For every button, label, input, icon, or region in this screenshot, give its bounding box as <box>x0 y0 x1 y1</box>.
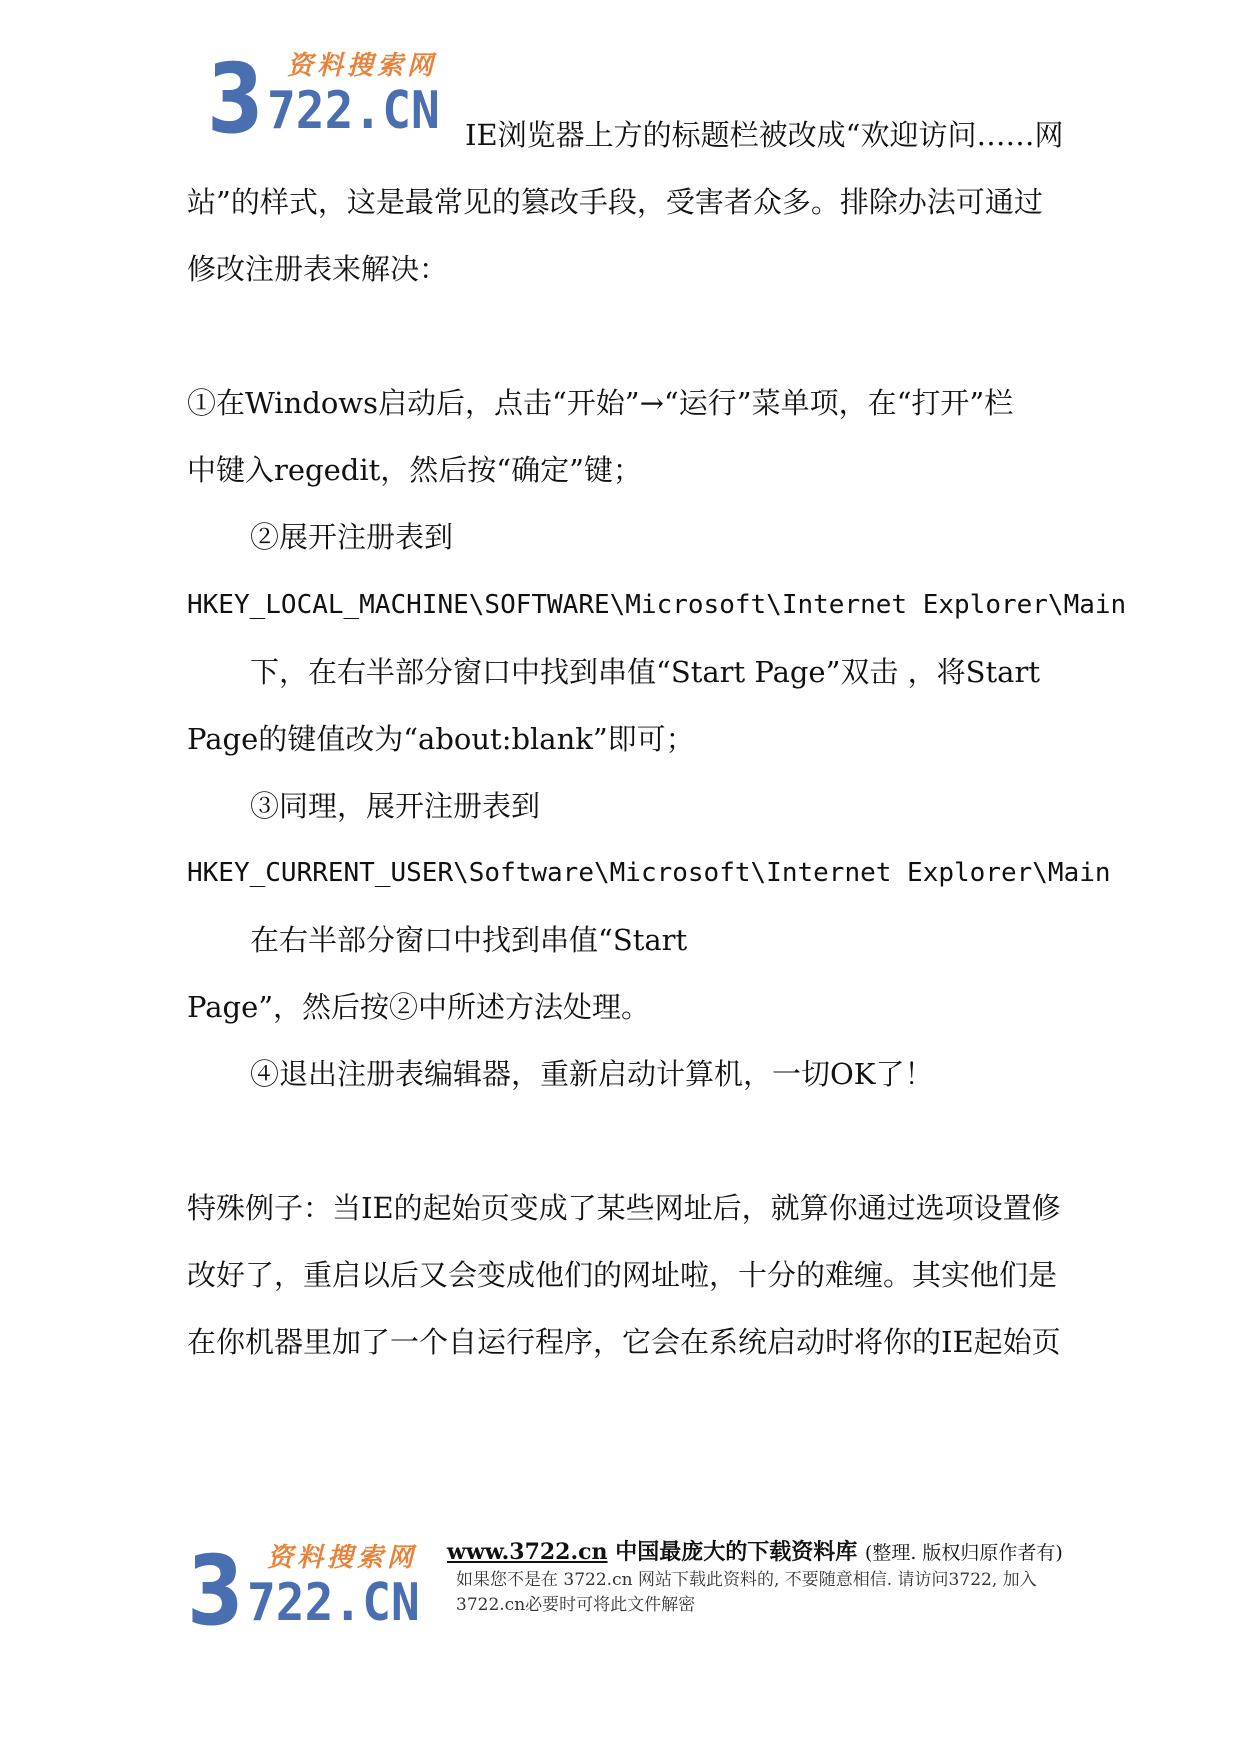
step-2-heading: ②展开注册表到 <box>250 520 454 554</box>
step-1-line: 中键入regedit，然后按“确定”键； <box>187 453 642 487</box>
step-1-line: ①在Windows启动后，点击“开始”→“运行”菜单项，在“打开”栏 <box>187 386 1014 420</box>
footer-title: 中国最庞大的下载资料库 <box>615 1539 858 1565</box>
special-case-line: 改好了，重启以后又会变成他们的网址啦，十分的难缠。其实他们是 <box>187 1258 1058 1292</box>
footer-headline <box>447 1535 1063 1566</box>
paragraph-line: 修改注册表来解决： <box>187 252 449 286</box>
step-3-line: 在右半部分窗口中找到串值“Start <box>250 923 688 957</box>
registry-path-local-machine: HKEY_LOCAL_MACHINE\SOFTWARE\Microsoft\Internet Explorer\Main <box>187 590 1127 620</box>
special-case-line: 在你机器里加了一个自运行程序，它会在系统启动时将你的IE起始页 <box>187 1325 1061 1359</box>
paragraph-line: IE浏览器上方的标题栏被改成“欢迎访问……网 <box>465 118 1064 152</box>
paragraph-line: 站”的样式，这是最常见的篡改手段，受害者众多。排除办法可通过 <box>187 185 1043 219</box>
step-3-line: Page”，然后按②中所述方法处理。 <box>187 990 651 1024</box>
step-2-line: Page的键值改为“about:blank”即可； <box>187 722 695 756</box>
logo-tagline: 资料搜索网 <box>287 51 438 81</box>
footer-disclaimer-line: 3722.cn必要时可将此文件解密 <box>456 1595 696 1615</box>
site-logo <box>207 43 457 155</box>
special-case-line: 特殊例子：当IE的起始页变成了某些网址后，就算你通过选项设置修 <box>187 1191 1061 1225</box>
footer-logo-tagline: 资料搜索网 <box>267 1543 418 1573</box>
footer-copyright-note: (整理. 版权归原作者有) <box>864 1542 1063 1564</box>
registry-path-current-user: HKEY_CURRENT_USER\Software\Microsoft\Internet Explorer\Main <box>187 858 1111 888</box>
footer-disclaimer-line: 如果您不是在 3722.cn 网站下载此资料的, 不要随意相信. 请访问3722, 加入 <box>456 1570 1037 1590</box>
step-3-heading: ③同理，展开注册表到 <box>250 789 541 823</box>
footer-logo <box>187 1535 437 1647</box>
footer-logo-digit: 3 <box>187 1535 244 1647</box>
footer-url-link[interactable]: www.3722.cn <box>447 1539 608 1565</box>
logo-digit: 3 <box>207 43 264 155</box>
logo-domain: 722.CN <box>267 81 440 141</box>
step-4-line: ④退出注册表编辑器，重新启动计算机，一切OK了！ <box>250 1057 934 1091</box>
step-2-line: 下，在右半部分窗口中找到串值“Start Page”双击 ，将Start <box>250 655 1040 689</box>
footer-logo-domain: 722.CN <box>247 1573 420 1633</box>
